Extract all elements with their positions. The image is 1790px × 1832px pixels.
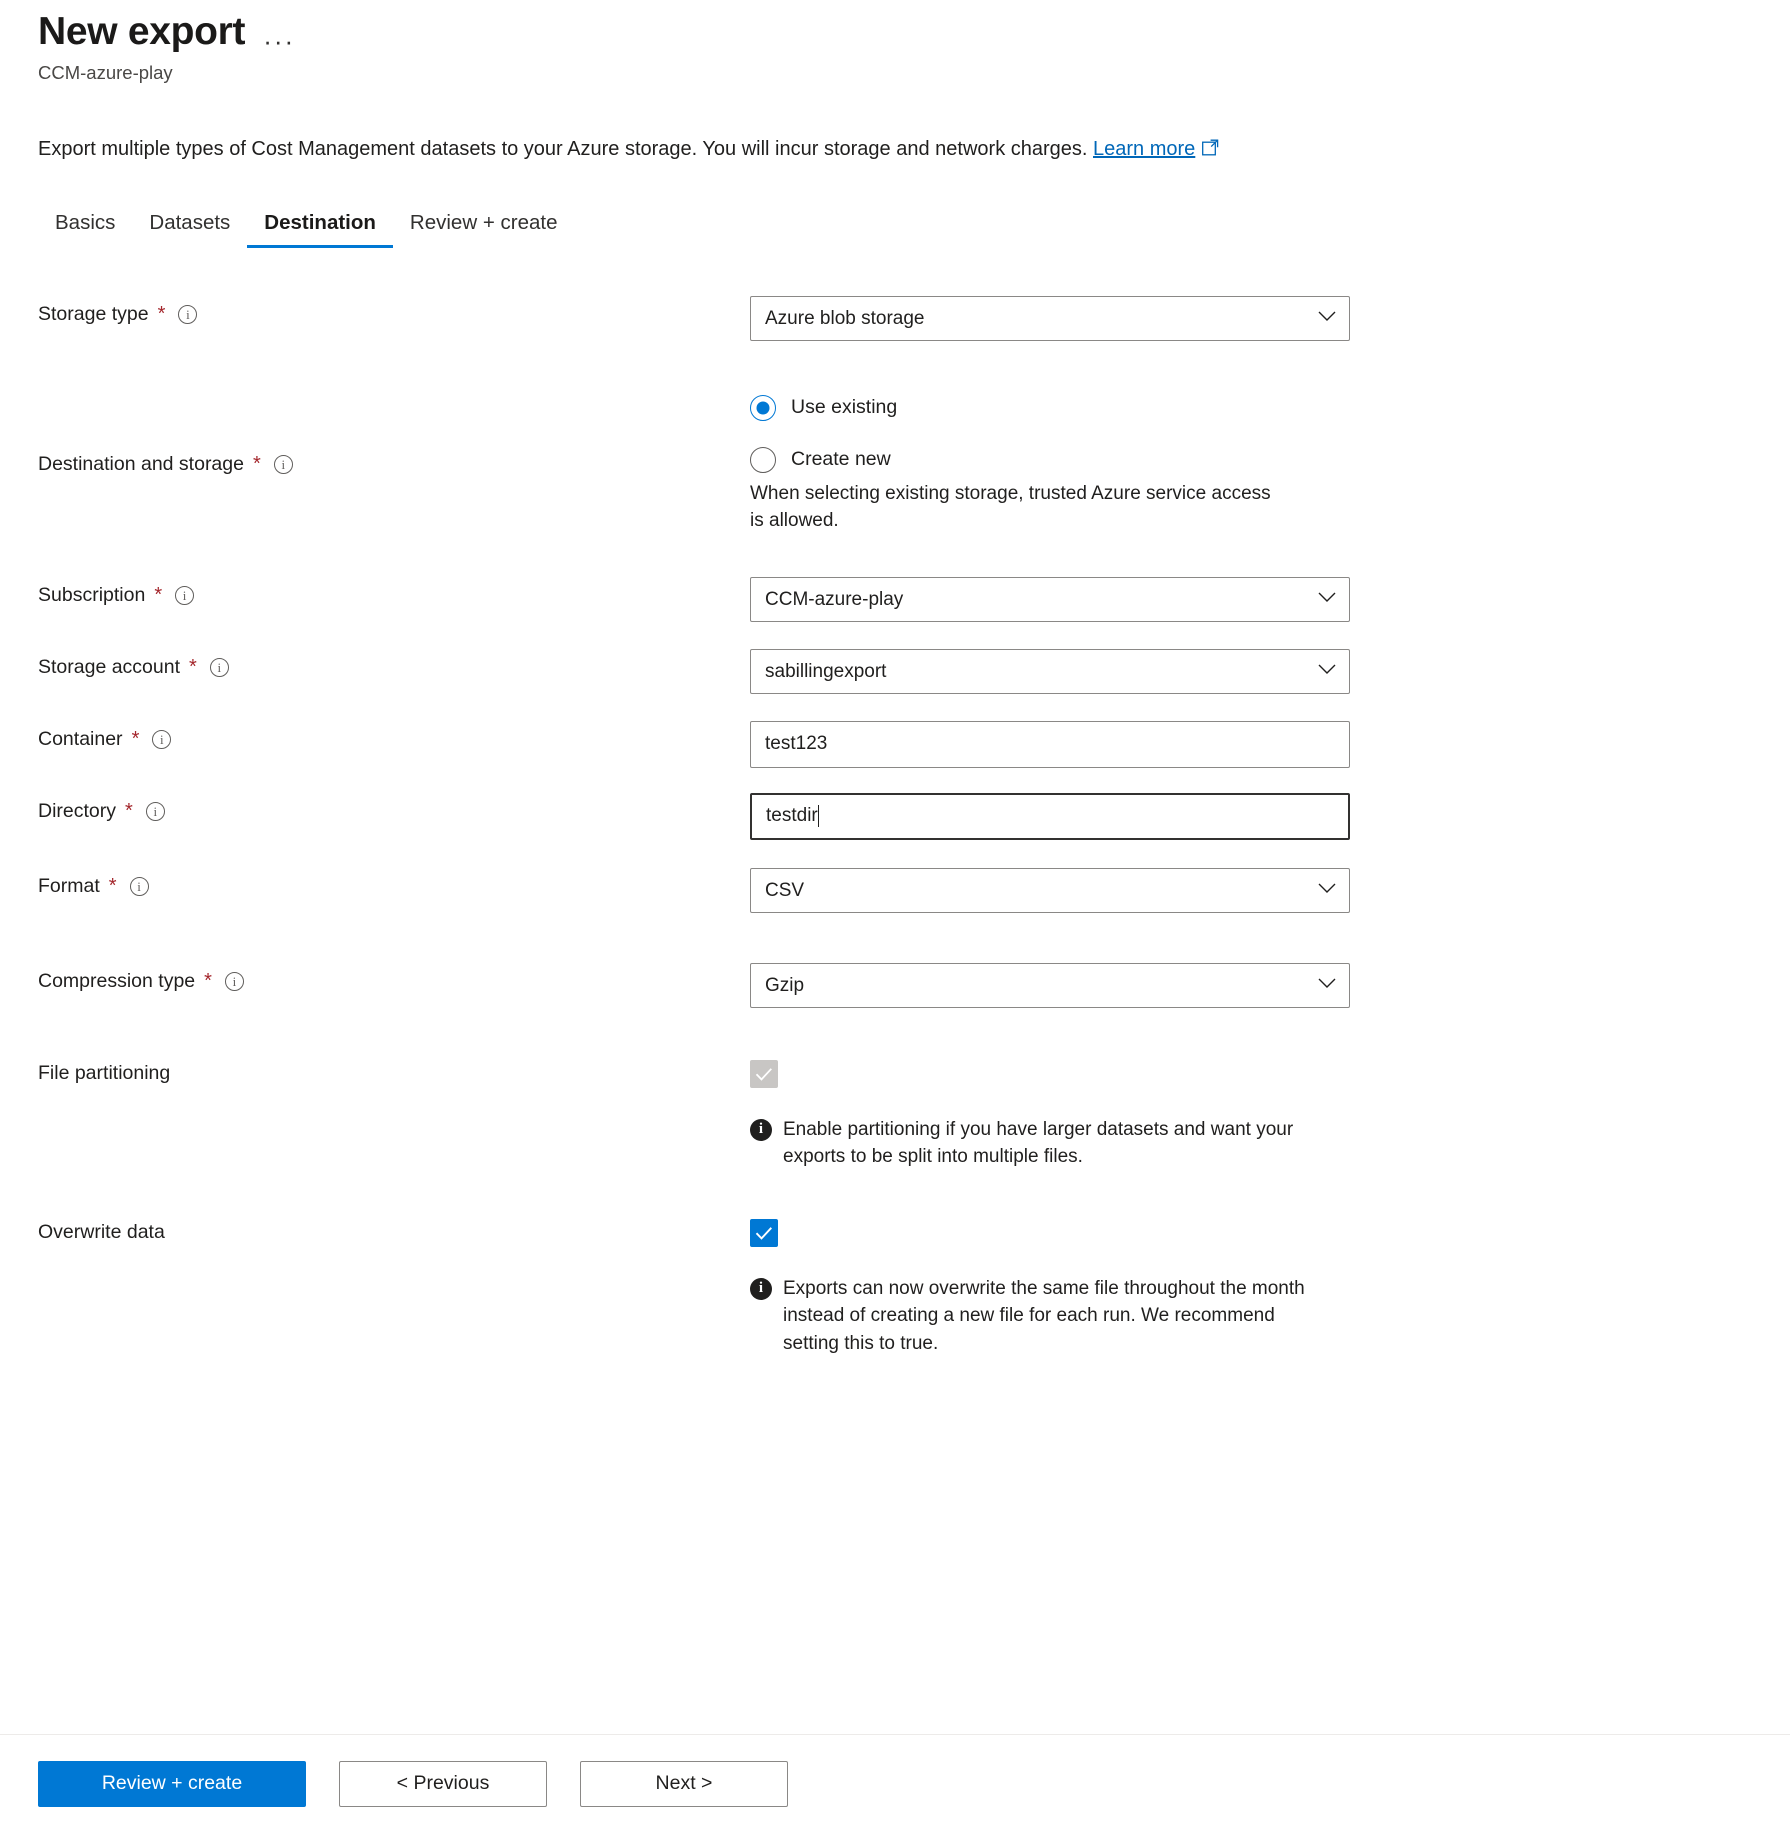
compression-type-select[interactable] [750,963,1350,1008]
format-label: Format [38,874,100,897]
radio-use-existing-label: Use existing [791,396,898,419]
storage-account-select[interactable] [750,649,1350,694]
file-partitioning-hint [750,1116,1310,1171]
destination-form [38,296,1752,1358]
info-icon[interactable]: i [146,802,165,821]
radio-use-existing[interactable] [750,395,1752,421]
storage-type-label: Storage type [38,302,149,325]
info-icon[interactable]: i [178,305,197,324]
external-link-icon [1202,139,1219,156]
overwrite-data-label: Overwrite data [38,1220,165,1243]
field-overwrite-data [38,1219,1752,1358]
compression-type-label-cell [38,963,750,993]
format-control [750,868,1752,913]
container-control [750,721,1752,768]
page-title: New export [38,10,246,53]
required-marker: * [157,302,166,325]
overwrite-data-control [750,1219,1752,1358]
field-file-partitioning [38,1060,1752,1171]
overwrite-data-checkbox[interactable] [750,1219,778,1247]
container-input-value: test123 [765,733,828,755]
directory-label-cell [38,793,750,823]
storage-account-select-wrap [750,649,1350,694]
required-marker: * [252,452,261,475]
subscription-control [750,577,1752,622]
field-storage-type [38,296,1752,341]
file-partitioning-label: File partitioning [38,1061,171,1084]
compression-type-control [750,963,1752,1008]
tab-basics[interactable]: Basics [55,210,116,234]
required-marker: * [125,799,133,822]
container-input[interactable] [750,721,1350,768]
more-options-icon[interactable]: ··· [263,26,296,56]
next-button[interactable]: Next > [580,1761,788,1807]
info-filled-icon: i [750,1278,772,1300]
info-icon[interactable]: i [274,455,293,474]
info-icon[interactable]: i [210,658,229,677]
info-icon[interactable]: i [152,730,171,749]
field-format [38,868,1752,913]
directory-input-value: testdir [766,805,818,827]
radio-icon-checked [750,395,776,421]
destination-storage-label-cell [38,393,750,476]
tab-destination[interactable]: Destination [247,205,393,248]
format-label-cell [38,868,750,898]
required-marker: * [108,874,117,897]
storage-type-label-cell [38,296,750,326]
radio-create-new[interactable] [750,447,1752,473]
directory-label: Directory [38,799,117,822]
blade-subtitle: CCM-azure-play [38,61,173,83]
subscription-label: Subscription [38,583,146,606]
learn-more-link[interactable]: Learn more [1093,137,1196,160]
storage-type-select[interactable] [750,296,1350,341]
compression-type-label: Compression type [38,969,196,992]
required-marker: * [189,655,197,678]
storage-account-control [750,649,1752,694]
file-partitioning-control [750,1060,1752,1171]
previous-button[interactable]: < Previous [339,1761,547,1807]
wizard-footer [0,1734,1790,1832]
info-icon[interactable]: i [225,972,244,991]
field-storage-account [38,649,1752,694]
destination-storage-note: When selecting existing storage, trusted Azure service access is allowed. [750,482,1271,531]
required-marker: * [131,727,140,750]
subscription-select[interactable] [750,577,1350,622]
field-compression-type [38,963,1752,1008]
blade-description [38,136,1752,163]
file-partitioning-hint-text: Enable partitioning if you have larger datasets and want your exports to be split into multiple files. [783,1118,1294,1168]
file-partitioning-label-cell [38,1060,750,1085]
tab-review-create[interactable]: Review + create [409,210,558,234]
wizard-tabs [38,205,1752,248]
radio-create-new-label: Create new [791,448,891,471]
storage-type-control [750,296,1752,341]
required-marker: * [204,969,212,992]
container-label: Container [38,727,123,750]
field-destination-and-storage [38,393,1752,535]
subscription-select-wrap [750,577,1350,622]
format-select[interactable] [750,868,1350,913]
description-text: Export multiple types of Cost Management datasets to your Azure storage. You will incur storage and network charges. [38,137,1088,160]
info-filled-icon: i [750,1119,772,1141]
destination-storage-radio-group [750,395,1752,535]
info-icon[interactable]: i [175,586,194,605]
storage-account-label: Storage account [38,655,181,678]
blade-header [38,0,1752,163]
storage-type-select-wrap [750,296,1350,341]
directory-control [750,793,1752,840]
text-caret [818,805,819,827]
compression-type-select-wrap [750,963,1350,1008]
destination-storage-label: Destination and storage [38,452,244,475]
subscription-label-cell [38,577,750,607]
directory-input[interactable] [750,793,1350,840]
format-select-wrap [750,868,1350,913]
storage-account-label-cell [38,649,750,679]
required-marker: * [154,583,163,606]
overwrite-data-hint [750,1275,1310,1358]
container-label-cell [38,721,750,751]
info-icon[interactable]: i [130,877,149,896]
field-subscription [38,577,1752,622]
file-partitioning-checkbox [750,1060,778,1088]
overwrite-data-label-cell [38,1219,750,1244]
radio-icon-unchecked [750,447,776,473]
field-directory [38,793,1752,840]
field-container [38,721,1752,768]
title-row [38,10,1752,55]
overwrite-data-hint-text: Exports can now overwrite the same file throughout the month instead of creating a new file for each run. We recommend setting this to true. [783,1277,1305,1354]
review-create-button[interactable]: Review + create [38,1761,306,1807]
tab-datasets[interactable]: Datasets [149,210,231,234]
